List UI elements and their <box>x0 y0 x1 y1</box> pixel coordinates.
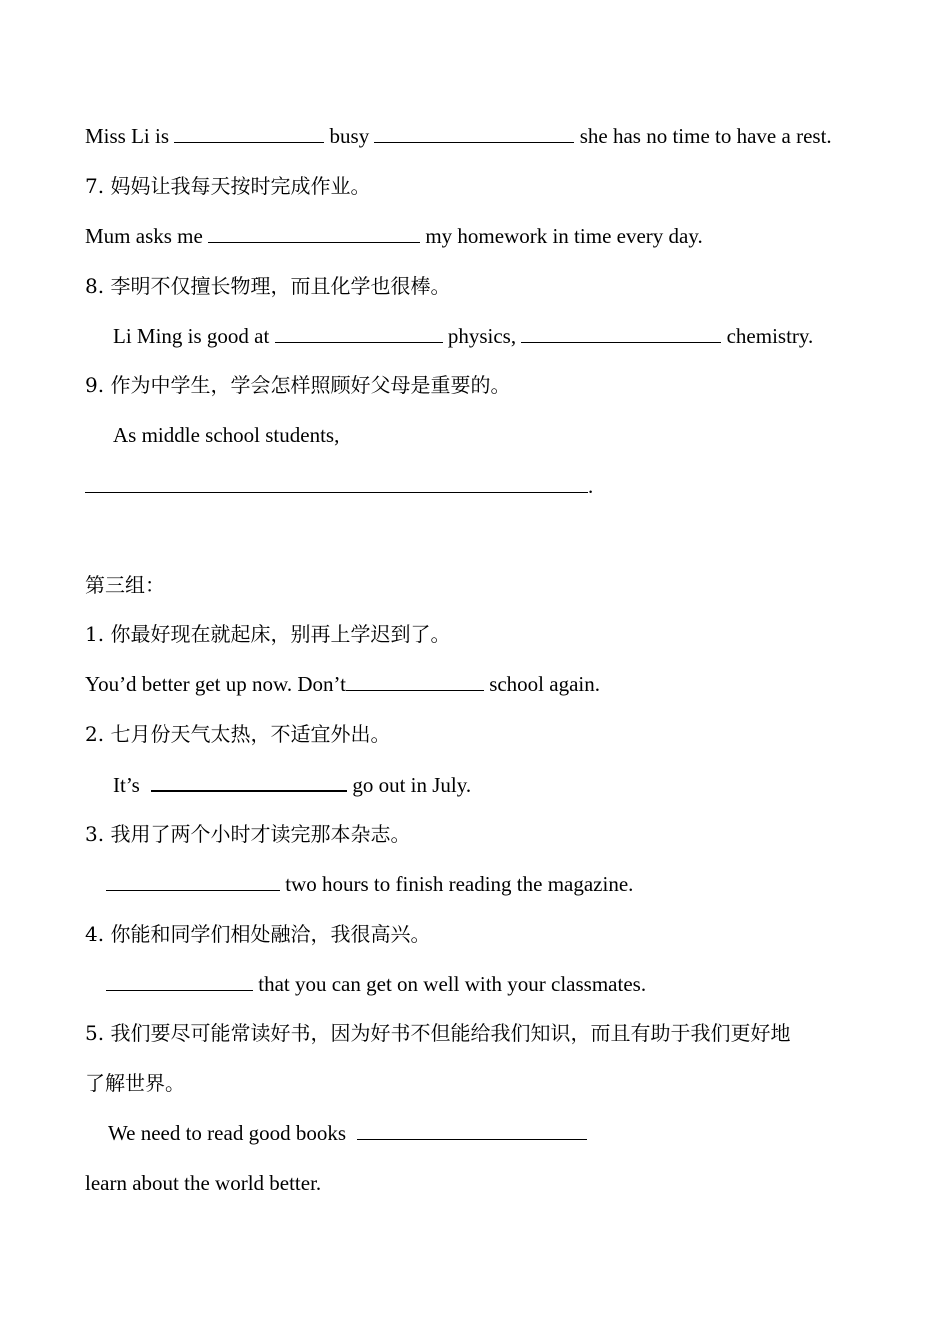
g3-q5-chinese-line1 <box>85 1019 790 1047</box>
q9-blank[interactable] <box>85 472 588 493</box>
q6-text-part1: Miss Li is <box>85 124 170 148</box>
q7-chinese <box>85 172 370 200</box>
g3-q5-chinese-text-1: 我们要尽可能常读好书，因为好书不但能给我们知识，而且有助于我们更好地 <box>110 1021 791 1045</box>
g3-q2-text-a: It’s <box>113 773 140 797</box>
g3-q5-chinese-line2: 了解世界。 <box>85 1071 185 1095</box>
g3-q3-text-b: two hours to finish reading the magazine. <box>285 872 634 896</box>
q6-blank-1[interactable] <box>174 122 324 143</box>
g3-q2-number: 2. <box>85 722 105 746</box>
q8-text-c: chemistry. <box>726 324 814 348</box>
g3-q4-number: 4. <box>85 922 105 946</box>
q6-text-part2: busy <box>329 124 370 148</box>
g3-q5-blank[interactable] <box>357 1119 587 1140</box>
g3-q2-chinese-text: 七月份天气太热，不适宜外出。 <box>110 722 391 746</box>
q8-blank-2[interactable] <box>521 322 721 343</box>
q8-chinese <box>85 272 450 300</box>
g3-q1-chinese-text: 你最好现在就起床，别再上学迟到了。 <box>110 622 451 646</box>
q6-english-line <box>85 122 832 150</box>
q7-text-b: my homework in time every day. <box>425 224 703 248</box>
q8-text-b: physics, <box>447 324 517 348</box>
g3-q1-english-line <box>85 670 600 698</box>
q9-period: . <box>588 474 594 498</box>
g3-q1-number: 1. <box>85 622 105 646</box>
g3-q1-text-a: You’d better get up now. Don’t <box>85 672 346 696</box>
q7-english-line <box>85 222 703 250</box>
g3-q3-blank[interactable] <box>106 870 280 891</box>
q9-english-line <box>113 421 339 449</box>
g3-q1-blank[interactable] <box>346 670 484 691</box>
g3-q2-text-b: go out in July. <box>352 773 472 797</box>
g3-q4-english-line <box>106 970 646 998</box>
q9-text-a: As middle school students, <box>113 423 340 447</box>
q7-chinese-text: 妈妈让我每天按时完成作业。 <box>110 174 371 198</box>
q7-number: 7. <box>85 174 105 198</box>
q8-chinese-text: 李明不仅擅长物理，而且化学也很棒。 <box>110 274 451 298</box>
g3-q3-chinese-text: 我用了两个小时才读完那本杂志。 <box>110 822 411 846</box>
q7-text-a: Mum asks me <box>85 224 203 248</box>
group3-heading: 第三组： <box>85 573 165 597</box>
g3-q5-number: 5. <box>85 1021 105 1045</box>
g3-q5-english-line <box>108 1119 587 1147</box>
g3-q5-english-line2: learn about the world better. <box>85 1171 322 1195</box>
g3-q2-english-line <box>113 770 471 799</box>
g3-q4-text-b: that you can get on well with your classmates. <box>258 972 647 996</box>
q9-chinese <box>85 371 510 399</box>
q8-blank-1[interactable] <box>275 322 443 343</box>
q8-english-line <box>113 322 813 350</box>
g3-q4-blank[interactable] <box>106 970 253 991</box>
g3-q1-text-b: school again. <box>489 672 600 696</box>
g3-q2-chinese <box>85 720 390 748</box>
g3-q2-blank[interactable] <box>151 770 347 792</box>
g3-q1-chinese <box>85 620 450 648</box>
g3-q3-number: 3. <box>85 822 105 846</box>
q6-blank-2[interactable] <box>374 122 574 143</box>
q8-text-a: Li Ming is good at <box>113 324 270 348</box>
q9-answer-line <box>85 472 593 500</box>
g3-q3-chinese <box>85 820 410 848</box>
q9-chinese-text: 作为中学生，学会怎样照顾好父母是重要的。 <box>110 373 511 397</box>
g3-q5-text-a: We need to read good books <box>108 1121 346 1145</box>
g3-q4-chinese <box>85 920 430 948</box>
q8-number: 8. <box>85 274 105 298</box>
g3-q4-chinese-text: 你能和同学们相处融洽，我很高兴。 <box>110 922 431 946</box>
q7-blank[interactable] <box>208 222 420 243</box>
q6-text-part3: she has no time to have a rest. <box>579 124 832 148</box>
q9-number: 9. <box>85 373 105 397</box>
g3-q3-english-line <box>106 870 633 898</box>
